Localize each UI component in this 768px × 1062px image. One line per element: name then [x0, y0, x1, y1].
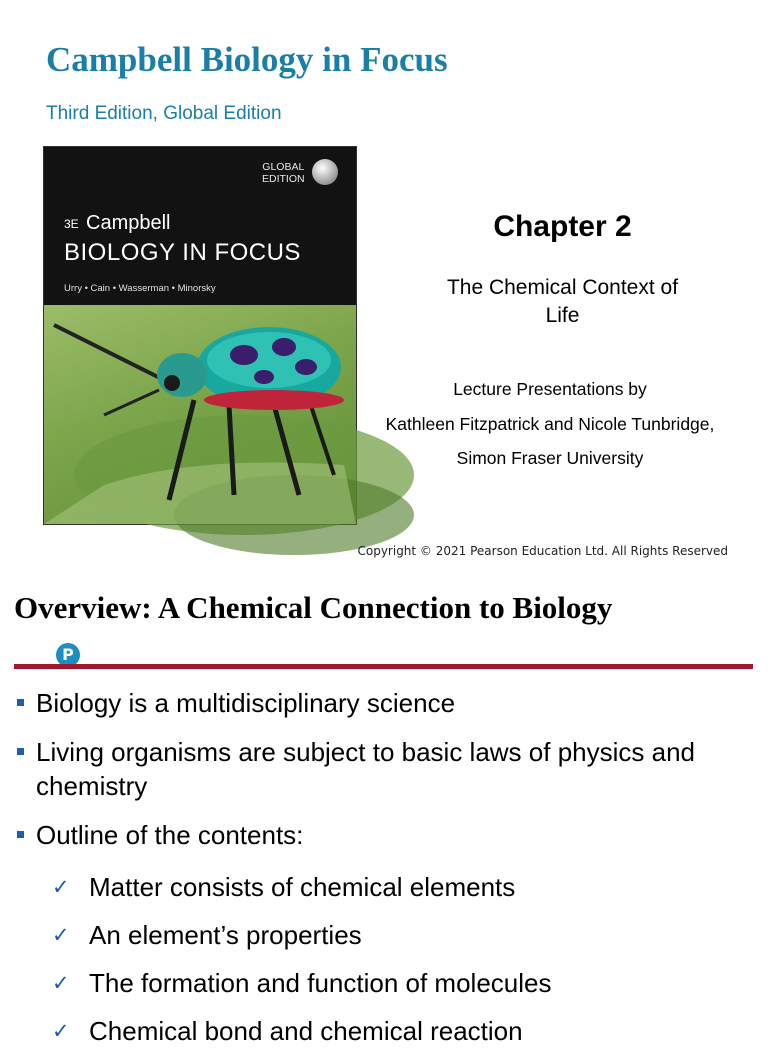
title-divider [14, 664, 753, 669]
square-bullet-icon [17, 699, 24, 706]
sub-item: ✓ The formation and function of molecules [52, 968, 552, 998]
chapter-title: Chapter 2 [493, 210, 632, 243]
cover-title: BIOLOGY IN FOCUS [64, 239, 301, 266]
chapter-subtitle: The Chemical Context of Life [446, 276, 679, 327]
book-title: Campbell Biology in Focus [46, 40, 448, 79]
sub-item: ✓ Matter consists of chemical elements [52, 872, 516, 902]
checkmark-icon: ✓ [52, 875, 70, 899]
copyright-notice: Copyright © 2021 Pearson Education Ltd. All Rights Reserved [357, 544, 728, 558]
bullet-item: Biology is a multidisciplinary science [14, 686, 754, 720]
sub-bullet-list [52, 870, 752, 1062]
pearson-logo: P [56, 643, 80, 667]
beetle-illustration [44, 305, 356, 524]
checkmark-icon: ✓ [52, 1019, 70, 1043]
checkmark-icon: ✓ [52, 923, 70, 947]
bullet-item: Outline of the contents: [14, 818, 754, 852]
checkmark-icon: ✓ [52, 971, 70, 995]
slide-title: Overview: A Chemical Connection to Biology [14, 590, 613, 625]
sub-item: ✓ Chemical bond and chemical reaction [52, 1016, 523, 1046]
lecture-credits: Lecture Presentations by Kathleen Fitzpatrick and Nicole Tunbridge, Simon Fraser University [385, 379, 715, 468]
cover-authors: Urry • Cain • Wasserman • Minorsky [64, 283, 216, 294]
bullet-item: Living organisms are subject to basic laws of physics and chemistry [14, 735, 754, 803]
cover-campbell: Campbell [86, 212, 171, 234]
square-bullet-icon [17, 748, 24, 755]
cover-header [44, 147, 356, 305]
sub-item: ✓ An element’s properties [52, 920, 362, 950]
cover-edition-mark: 3E [64, 217, 79, 231]
cover-global-edition: GLOBAL EDITION [262, 161, 305, 185]
globe-icon [312, 159, 338, 185]
square-bullet-icon [17, 831, 24, 838]
edition-subtitle: Third Edition, Global Edition [46, 103, 282, 124]
bullet-list [14, 686, 754, 867]
